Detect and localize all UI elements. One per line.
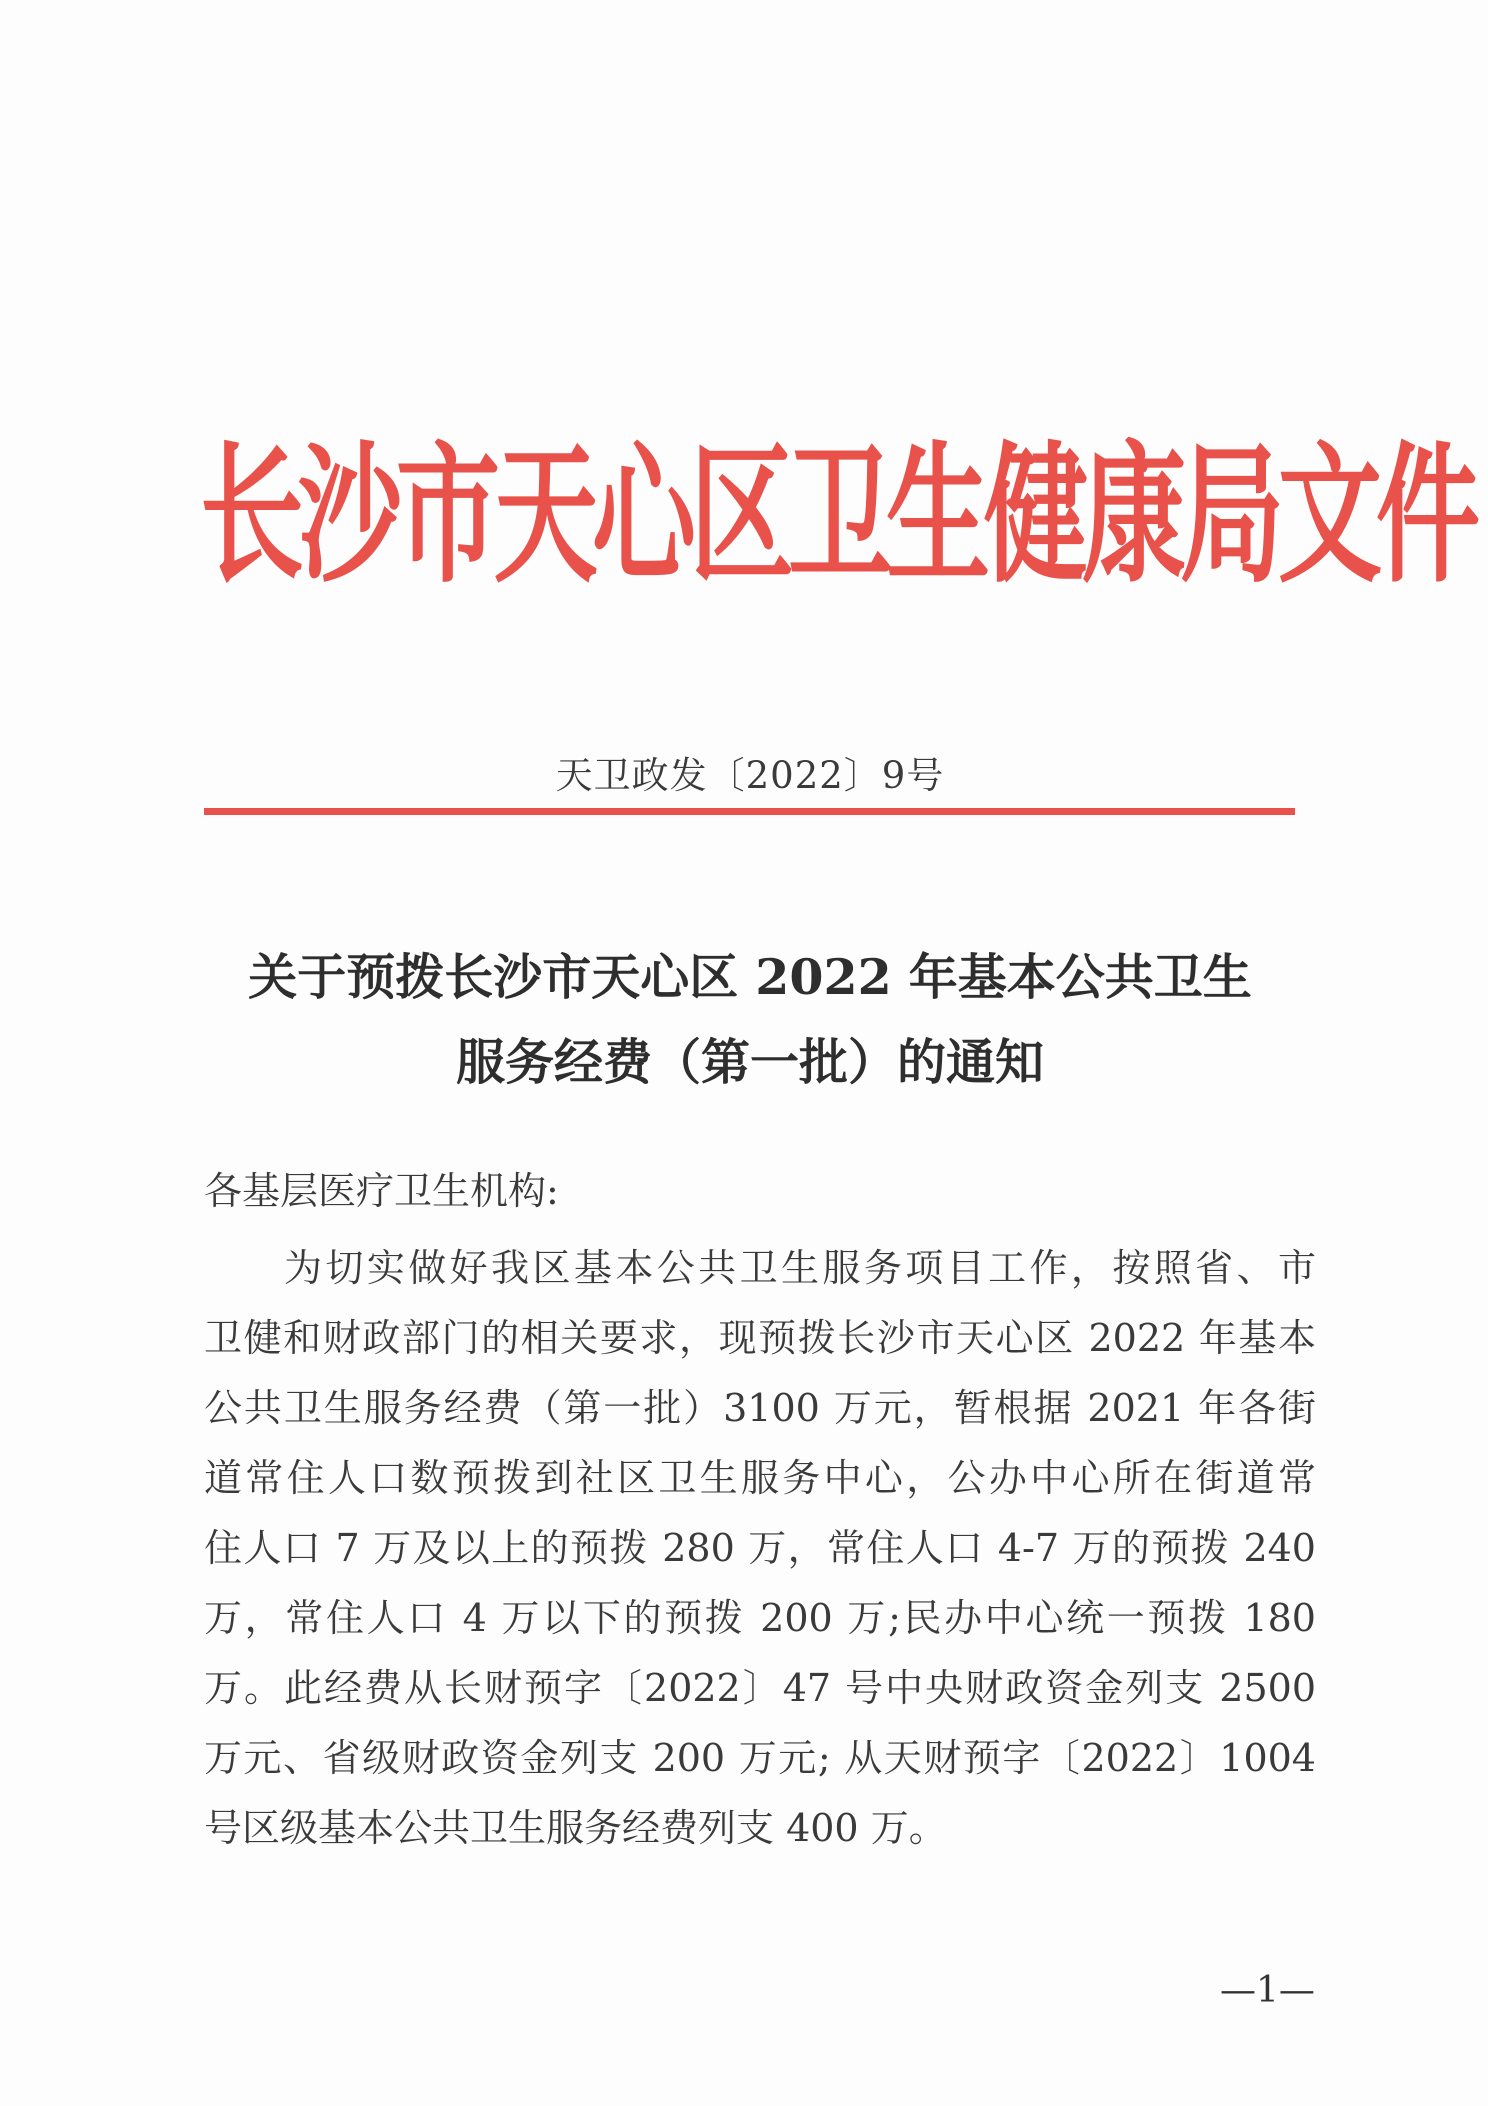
issuer-header-title: 长沙市天心区卫生健康局文件 <box>200 426 1475 604</box>
body-line: 万，常住人口 4 万以下的预拨 200 万;民办中心统一预拨 180 <box>204 1596 1316 1640</box>
body-line: 公共卫生服务经费（第一批）3100 万元，暂根据 2021 年各街 <box>204 1386 1316 1430</box>
body-line: 道常住人口数预拨到社区卫生服务中心，公办中心所在街道常 <box>204 1456 1316 1500</box>
notice-title <box>200 935 1300 1105</box>
document-number: 天卫政发〔2022〕9号 <box>555 754 945 797</box>
notice-body <box>204 1233 1316 1863</box>
body-line: 卫健和财政部门的相关要求，现预拨长沙市天心区 2022 年基本 <box>204 1316 1316 1360</box>
body-line: 万。此经费从长财预字〔2022〕47 号中央财政资金列支 2500 <box>204 1666 1316 1710</box>
body-line: 为切实做好我区基本公共卫生服务项目工作，按照省、市 <box>284 1246 1316 1290</box>
body-line: 万元、省级财政资金列支 200 万元; 从天财预字〔2022〕1004 <box>204 1736 1316 1780</box>
notice-title-line-2: 服务经费（第一批）的通知 <box>455 1033 1044 1091</box>
page-number: —1— <box>1220 1970 1315 2011</box>
body-line: 住人口 7 万及以上的预拨 280 万，常住人口 4-7 万的预拨 240 <box>204 1526 1316 1570</box>
body-line: 号区级基本公共卫生服务经费列支 400 万。 <box>204 1806 947 1850</box>
salutation: 各基层医疗卫生机构: <box>204 1169 559 1213</box>
notice-title-line-1: 关于预拨长沙市天心区 2022 年基本公共卫生 <box>248 948 1252 1006</box>
red-divider-line <box>204 808 1295 815</box>
